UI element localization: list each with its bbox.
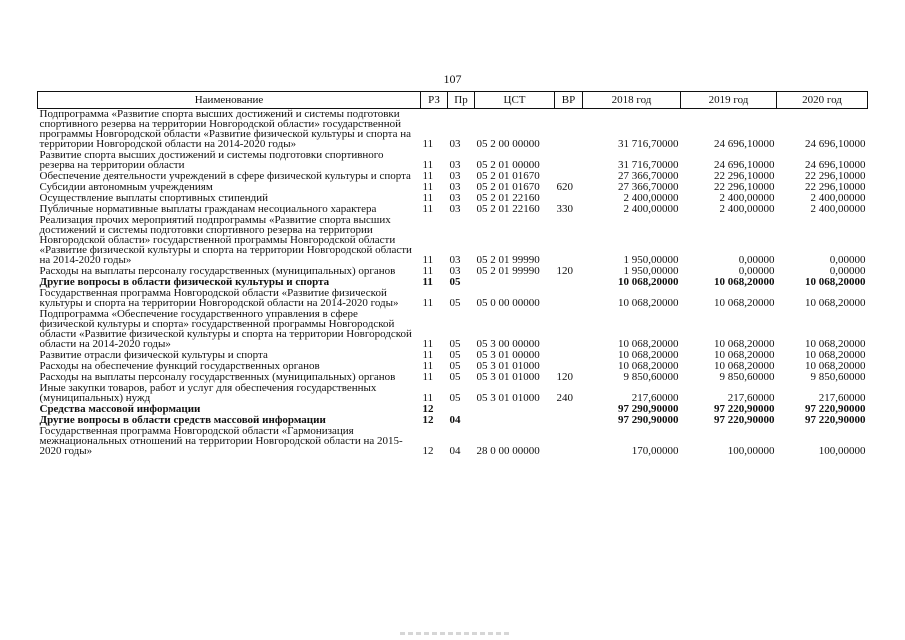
row-name: Осуществление выплаты спортивных стипендий [39,192,268,204]
row-vr [555,109,583,151]
header-name: Наименование [38,92,421,109]
row-vr [555,150,583,171]
row-amount-2019: 9 850,60000 [719,371,775,383]
row-vr [555,404,583,415]
header-2019: 2019 год [681,92,777,109]
table-row [38,309,868,350]
row-vr [555,277,583,288]
row-amount-2020: 24 696,10000 [805,159,866,171]
table-row [38,150,868,171]
row-rz: 11 [422,371,434,383]
row-amount-2020: 0,00000 [829,265,866,277]
row-vr [555,350,583,361]
row-amount-2019: 2 400,00000 [719,192,775,204]
row-vr [555,215,583,266]
row-rz: 11 [422,138,434,150]
row-vr: 240 [556,392,573,404]
row-amount-2020: 97 220,90000 [805,414,866,426]
row-cst: 28 0 00 00000 [476,445,540,457]
row-amount-2020: 217,60000 [818,392,866,404]
row-rz: 11 [422,360,434,372]
row-pr: 03 [449,254,461,266]
row-cst: 05 2 01 99990 [476,254,540,266]
row-rz: 12 [422,403,434,415]
row-rz: 11 [422,254,434,266]
row-pr: 04 [449,414,461,426]
row-amount-2018: 27 366,70000 [618,170,679,182]
row-pr: 05 [449,297,461,309]
table-body [38,109,868,458]
row-cst: 05 3 01 01000 [476,360,540,372]
row-rz: 11 [422,192,434,204]
row-amount-2018: 97 290,90000 [618,403,679,415]
row-name: Государственная программа Новгородской области «Развитие физической культуры и спорта на территории Новгородской области на 2014-2020 годы» [39,287,399,309]
row-amount-2019: 97 220,90000 [714,403,775,415]
row-rz: 11 [422,170,434,182]
row-pr: 03 [449,170,461,182]
row-amount-2020: 0,00000 [829,254,866,266]
row-amount-2019: 10 068,20000 [714,276,775,288]
header-rz: РЗ [421,92,448,109]
row-name: Расходы на обеспечение функций государственных органов [39,360,320,372]
row-pr: 03 [449,203,461,215]
page-number: 107 [443,72,462,86]
row-vr [555,426,583,457]
row-amount-2019: 217,60000 [727,392,775,404]
row-amount-2020: 2 400,00000 [810,192,866,204]
row-rz: 11 [422,159,434,171]
row-amount-2020: 22 296,10000 [805,170,866,182]
row-amount-2018: 10 068,20000 [618,297,679,309]
row-amount-2018: 97 290,90000 [618,414,679,426]
row-amount-2020: 97 220,90000 [805,403,866,415]
row-amount-2019: 24 696,10000 [714,138,775,150]
row-amount-2018: 10 068,20000 [618,349,679,361]
row-pr: 05 [449,392,461,404]
row-amount-2019: 10 068,20000 [714,338,775,350]
row-amount-2019: 22 296,10000 [714,170,775,182]
row-amount-2019: 10 068,20000 [714,360,775,372]
row-name: Обеспечение деятельности учреждений в сфере физической культуры и спорта [39,170,411,182]
row-name: Развитие спорта высших достижений и системы подготовки спортивного резерва на территории области [39,149,384,171]
row-name: Развитие отрасли физической культуры и спорта [39,349,268,361]
table-row [38,383,868,404]
row-amount-2019: 97 220,90000 [714,414,775,426]
row-name: Реализация прочих мероприятий подпрограммы «Развитие спорта высших достижений и системы подготовки спортивного резерва на территории Новгородской области» государственной программы Новгородской области «Развитие физической культуры и спорта на территории Новгородской области на 2014-2020 годы» [39,214,412,266]
row-cst: 05 2 01 01670 [476,181,540,193]
row-name: Расходы на выплаты персоналу государственных (муниципальных) органов [39,371,396,383]
row-name: Другие вопросы в области средств массовой информации [39,414,326,426]
row-cst: 05 3 01 00000 [476,349,540,361]
row-pr: 03 [449,159,461,171]
row-amount-2020: 10 068,20000 [805,276,866,288]
row-amount-2019: 24 696,10000 [714,159,775,171]
row-amount-2020: 10 068,20000 [805,297,866,309]
table-row [38,288,868,309]
row-amount-2019: 2 400,00000 [719,203,775,215]
row-rz: 11 [422,392,434,404]
row-name: Другие вопросы в области физической культуры и спорта [39,276,330,288]
row-rz: 12 [422,414,434,426]
row-vr [555,309,583,350]
row-pr: 05 [449,360,461,372]
row-cst [475,277,555,288]
row-vr: 330 [556,203,573,215]
row-pr: 04 [449,445,461,457]
row-amount-2018: 217,60000 [631,392,679,404]
row-name: Публичные нормативные выплаты гражданам несоциального характера [39,203,377,215]
row-amount-2019: 10 068,20000 [714,349,775,361]
row-amount-2018: 2 400,00000 [623,203,679,215]
scan-artifact [400,632,510,635]
row-name: Государственная программа Новгородской области «Гармонизация межнациональных отношений на территории Новгородской области на 2015-2020 годы» [39,425,403,457]
row-amount-2020: 22 296,10000 [805,181,866,193]
row-rz: 11 [422,297,434,309]
row-amount-2018: 170,00000 [631,445,679,457]
row-amount-2018: 2 400,00000 [623,192,679,204]
row-vr: 620 [556,181,573,193]
row-vr [555,415,583,426]
row-amount-2020: 10 068,20000 [805,349,866,361]
row-name: Субсидии автономным учреждениям [39,181,213,193]
table-row [38,426,868,457]
row-name: Расходы на выплаты персоналу государственных (муниципальных) органов [39,265,396,277]
row-cst: 05 3 01 01000 [476,392,540,404]
row-cst: 05 2 00 00000 [476,138,540,150]
row-amount-2020: 100,00000 [818,445,866,457]
row-amount-2020: 10 068,20000 [805,338,866,350]
row-name: Иные закупки товаров, работ и услуг для обеспечения государственных (муниципальных) нужд [39,382,377,404]
row-vr [555,288,583,309]
header-pr: Пр [448,92,475,109]
table-row [38,109,868,151]
row-pr: 05 [449,338,461,350]
row-pr: 03 [449,138,461,150]
table-row [38,215,868,266]
row-cst [475,415,555,426]
row-cst: 05 2 01 22160 [476,203,540,215]
row-amount-2019: 22 296,10000 [714,181,775,193]
row-vr: 120 [556,265,573,277]
row-amount-2019: 10 068,20000 [714,297,775,309]
row-pr: 05 [449,276,461,288]
row-amount-2018: 31 716,70000 [618,138,679,150]
row-amount-2018: 27 366,70000 [618,181,679,193]
row-vr: 120 [556,371,573,383]
row-amount-2020: 9 850,60000 [810,371,866,383]
header-vr: ВР [555,92,583,109]
row-rz: 11 [422,338,434,350]
table-header-row [38,92,868,109]
row-amount-2018: 10 068,20000 [618,276,679,288]
row-rz: 12 [422,445,434,457]
row-amount-2018: 31 716,70000 [618,159,679,171]
row-rz: 11 [422,181,434,193]
row-amount-2020: 10 068,20000 [805,360,866,372]
row-cst: 05 2 01 99990 [476,265,540,277]
row-amount-2020: 2 400,00000 [810,203,866,215]
row-pr: 03 [449,192,461,204]
budget-table [37,91,868,457]
row-cst [475,404,555,415]
row-amount-2020: 24 696,10000 [805,138,866,150]
row-amount-2018: 10 068,20000 [618,338,679,350]
row-name: Средства массовой информации [39,403,201,415]
row-rz: 11 [422,265,434,277]
row-pr: 03 [449,181,461,193]
row-rz: 11 [422,349,434,361]
row-pr: 05 [449,349,461,361]
row-cst: 05 2 01 22160 [476,192,540,204]
row-amount-2019: 0,00000 [738,265,775,277]
row-amount-2018: 9 850,60000 [623,371,679,383]
row-amount-2018: 1 950,00000 [623,265,679,277]
row-amount-2018: 1 950,00000 [623,254,679,266]
row-cst: 05 3 00 00000 [476,338,540,350]
header-2018: 2018 год [583,92,681,109]
row-name: Подпрограмма «Обеспечение государственного управления в сфере физической культуры и спорта» государственной программы Новгородской области «Развитие физической культуры и спорта на территории Новгородской области на 2014-2020 годы» [39,308,412,350]
row-name: Подпрограмма «Развитие спорта высших достижений и системы подготовки спортивного резерва на территории Новгородской области» государственной программы Новгородской области «Развитие физической культуры и спорта на территории Новгородской области на 2014-2020 годы» [39,108,412,150]
header-2020: 2020 год [777,92,868,109]
row-rz: 11 [422,203,434,215]
row-amount-2019: 0,00000 [738,254,775,266]
row-amount-2019: 100,00000 [727,445,775,457]
row-pr: 05 [449,371,461,383]
row-cst: 05 2 01 01670 [476,170,540,182]
row-cst: 05 0 00 00000 [476,297,540,309]
row-cst: 05 2 01 00000 [476,159,540,171]
row-pr: 03 [449,265,461,277]
row-amount-2018: 10 068,20000 [618,360,679,372]
header-cst: ЦСТ [475,92,555,109]
row-rz: 11 [422,276,433,288]
row-cst: 05 3 01 01000 [476,371,540,383]
